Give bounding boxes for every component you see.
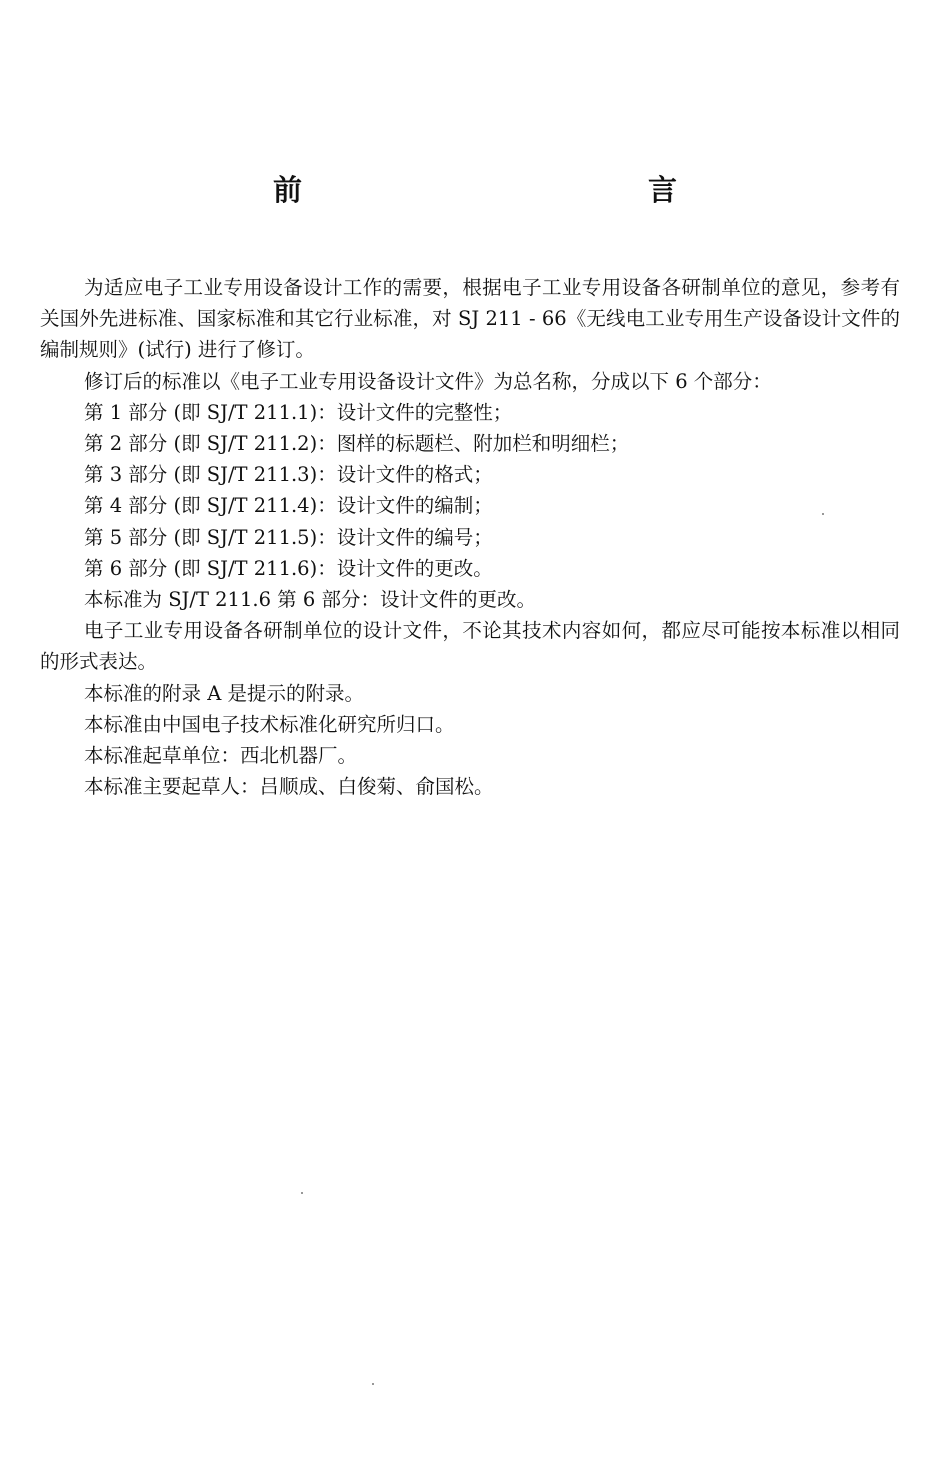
- part-item-2: 第 2 部分 (即 SJ/T 211.2)：图样的标题栏、附加栏和明细栏；: [84, 432, 630, 456]
- parts-list: [40, 397, 900, 584]
- page-title: 前 言: [272, 173, 773, 207]
- foreword-body: [40, 272, 900, 802]
- appendix-paragraph: 本标准的附录 A 是提示的附录。: [84, 681, 364, 705]
- this-standard-paragraph: 本标准为 SJ/T 211.6 第 6 部分：设计文件的更改。: [84, 588, 536, 612]
- drafters-paragraph: 本标准主要起草人：吕顺成、白俊菊、俞国松。: [84, 775, 494, 799]
- part-item-1: 第 1 部分 (即 SJ/T 211.1)：设计文件的完整性；: [84, 400, 513, 424]
- scan-speck: [301, 1192, 303, 1194]
- responsible-paragraph: 本标准由中国电子技术标准化研究所归口。: [84, 712, 455, 736]
- revised-paragraph: 修订后的标准以《电子工业专用设备设计文件》为总名称，分成以下 6 个部分：: [84, 369, 772, 393]
- part-item-3: 第 3 部分 (即 SJ/T 211.3)：设计文件的格式；: [84, 463, 493, 487]
- drafting-unit-paragraph: 本标准起草单位：西北机器厂。: [84, 744, 358, 768]
- intro-paragraph: 为适应电子工业专用设备设计工作的需要，根据电子工业专用设备各研制单位的意见，参考有关国外先进标准、国家标准和其它行业标准，对 SJ 211 - 66《无线电工业专用生产设备设计文件的编制规则》(试行) 进行了修订。: [40, 276, 900, 362]
- part-item-6: 第 6 部分 (即 SJ/T 211.6)：设计文件的更改。: [84, 556, 493, 580]
- part-item-4: 第 4 部分 (即 SJ/T 211.4)：设计文件的编制；: [84, 494, 493, 518]
- usage-paragraph: 电子工业专用设备各研制单位的设计文件，不论其技术内容如何，都应尽可能按本标准以相同的形式表达。: [40, 619, 900, 674]
- scan-speck: [822, 513, 824, 515]
- part-item-5: 第 5 部分 (即 SJ/T 211.5)：设计文件的编号；: [84, 525, 493, 549]
- scan-speck: [372, 1383, 374, 1385]
